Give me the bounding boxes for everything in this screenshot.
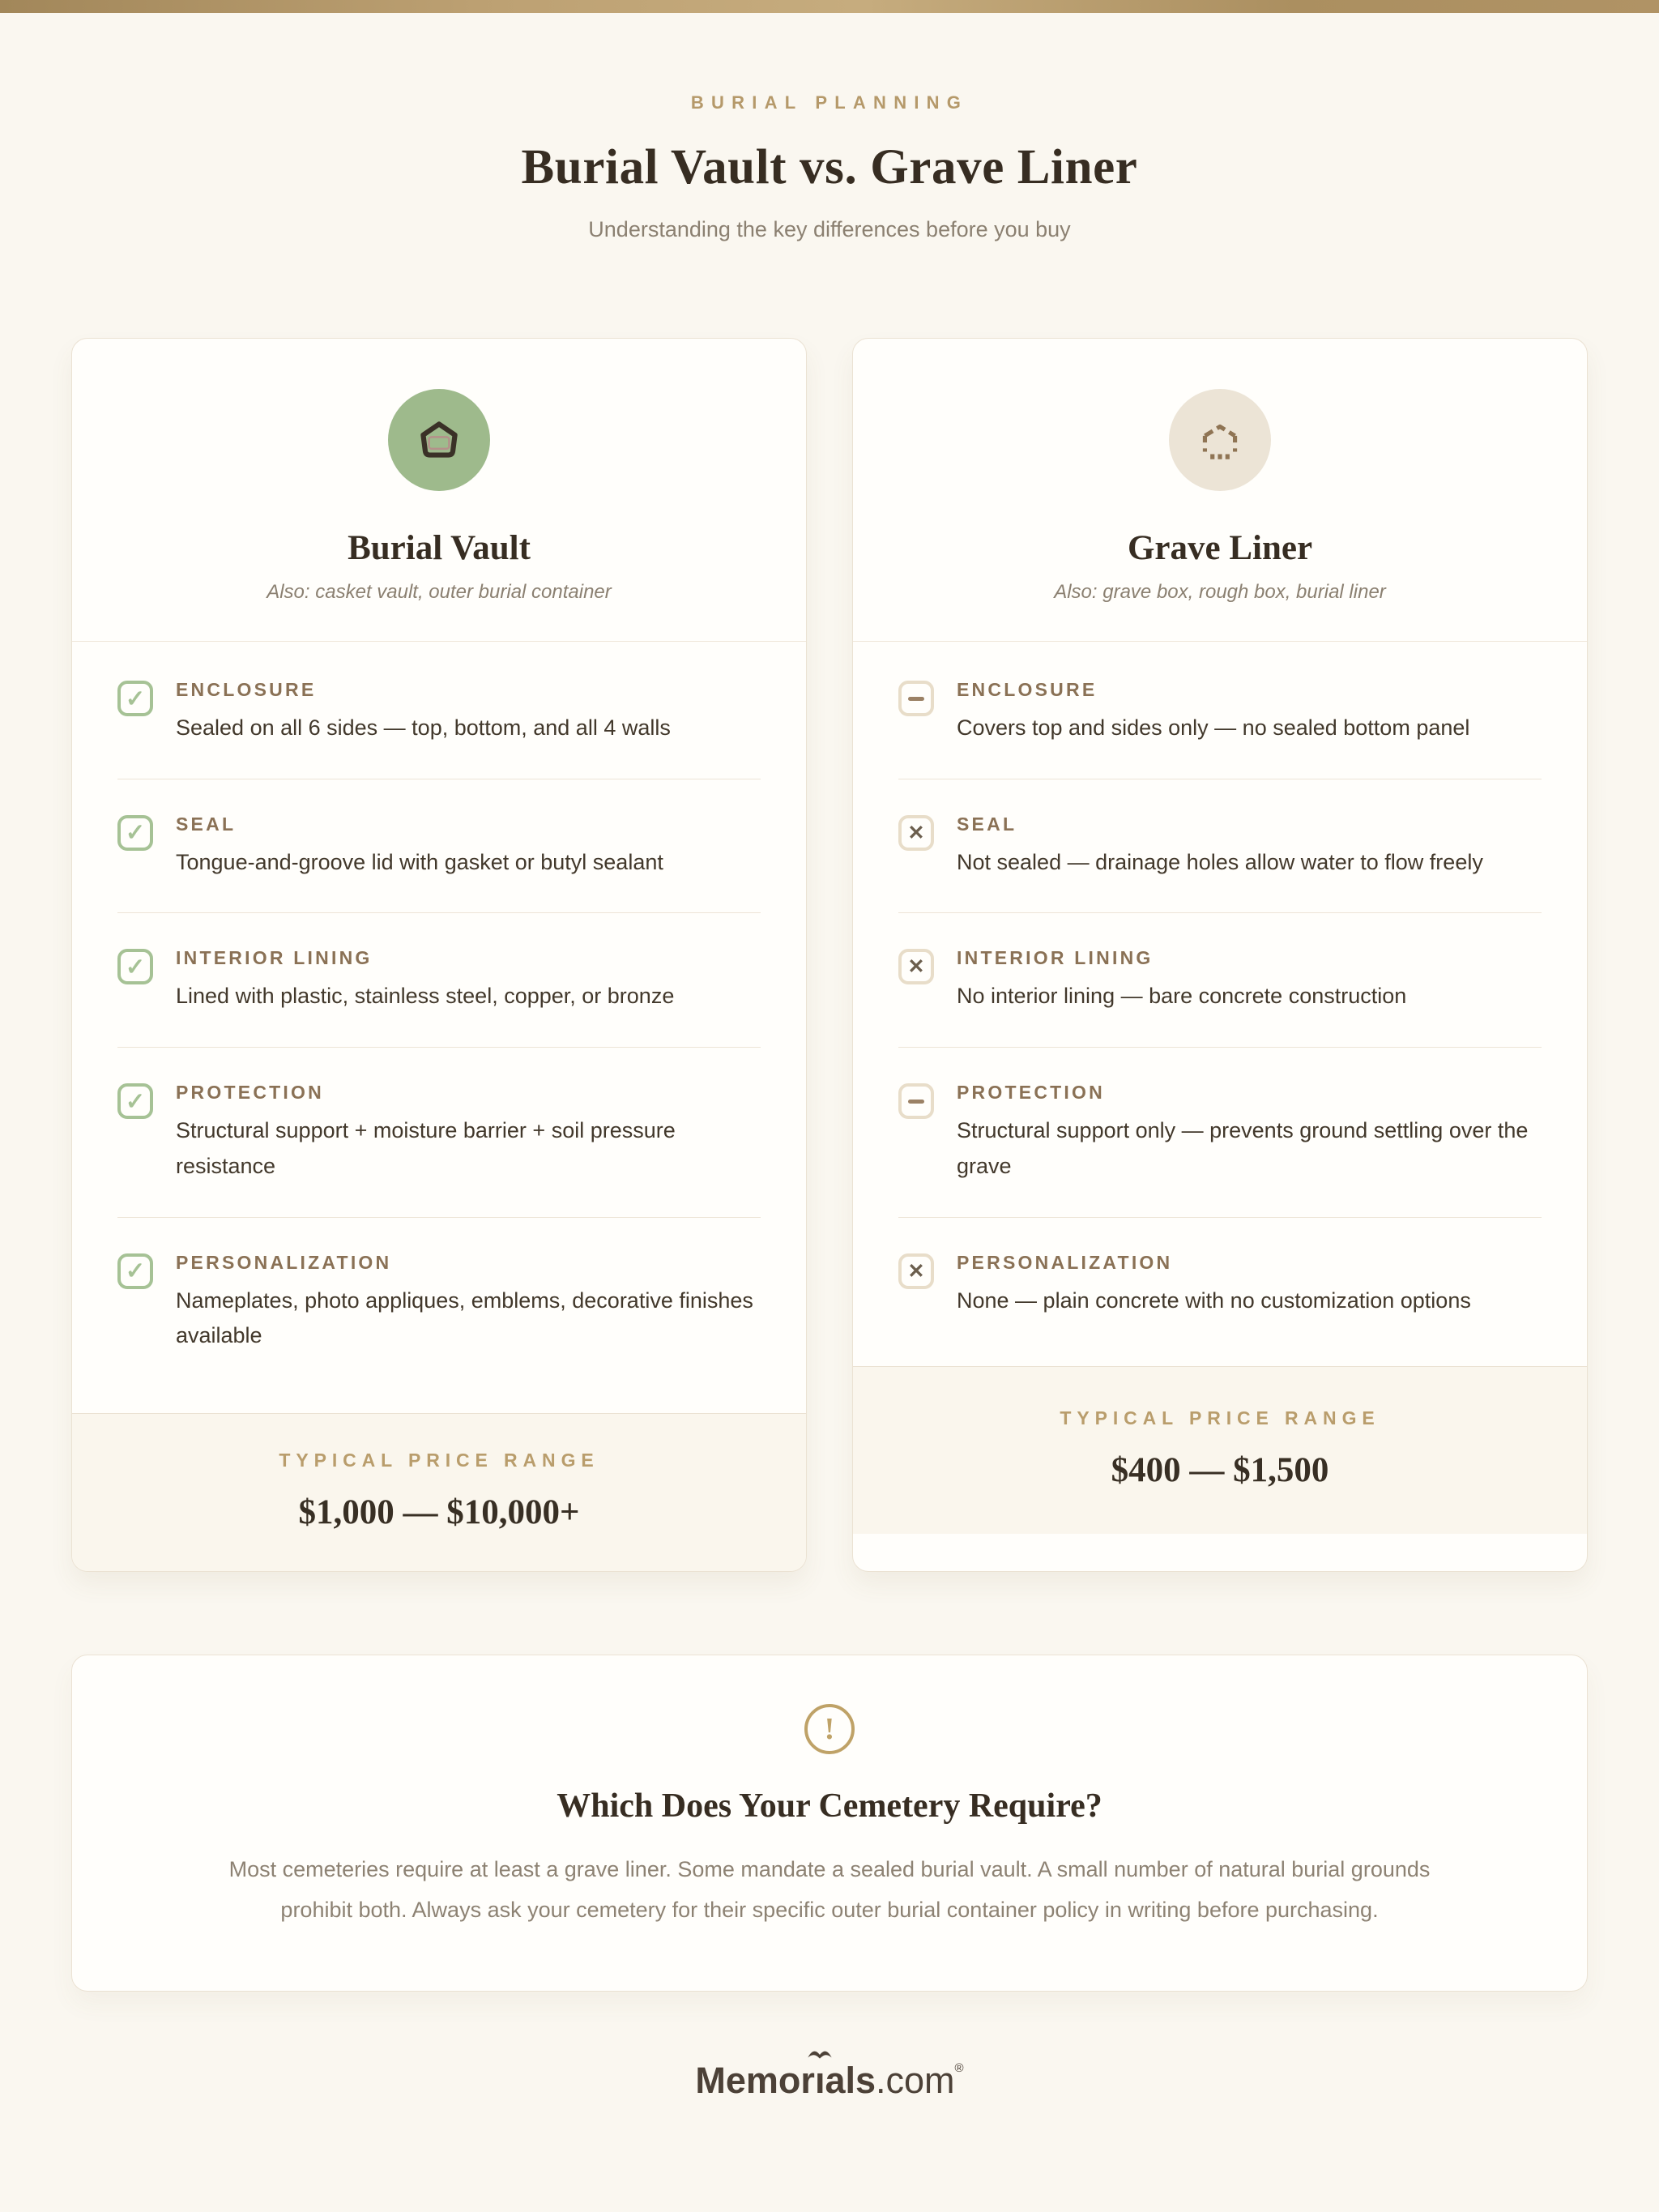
feature-description: None — plain concrete with no customization options (957, 1287, 1471, 1313)
feature-description: Covers top and sides only — no sealed bottom panel (957, 715, 1470, 740)
feature-row (898, 645, 1542, 779)
feature-row (898, 1218, 1542, 1352)
feature-row (898, 779, 1542, 914)
gold-top-bar (0, 0, 1659, 13)
feature-label: PROTECTION (176, 1082, 324, 1104)
bird-icon: ı (815, 2060, 825, 2102)
feature-row (117, 645, 761, 779)
check-icon (117, 681, 153, 716)
feature-label: INTERIOR LINING (957, 947, 1154, 969)
card-title: Burial Vault (348, 529, 531, 567)
feature-text (957, 1082, 1542, 1184)
feature-description: Nameplates, photo appliques, emblems, decorative finishes available (176, 1287, 753, 1348)
logo-text-bold: Memor ıals (695, 2060, 876, 2101)
burial-vault-card-header (72, 339, 806, 642)
feature-text (957, 947, 1406, 1014)
feature-label: INTERIOR LINING (176, 947, 373, 969)
cemetery-requirement-callout (71, 1655, 1588, 1992)
feature-label: PERSONALIZATION (957, 1251, 1173, 1273)
price-band (72, 1413, 806, 1571)
callout-title: Which Does Your Cemetery Require? (557, 1787, 1102, 1825)
eyebrow-label: BURIAL PLANNING (690, 92, 969, 113)
feature-description: Lined with plastic, stainless steel, copper, or bronze (176, 984, 675, 1009)
grave-liner-card-header (853, 339, 1587, 642)
check-icon (117, 1253, 153, 1289)
feature-text (957, 813, 1483, 881)
card-alt-names: Also: casket vault, outer burial container (267, 581, 612, 603)
feature-label: ENCLOSURE (176, 679, 317, 700)
feature-row (117, 1218, 761, 1386)
card-alt-names: Also: grave box, rough box, burial liner (1054, 581, 1386, 603)
feature-description: No interior lining — bare concrete construction (957, 984, 1407, 1009)
feature-description: Tongue-and-groove lid with gasket or butyl sealant (176, 849, 663, 874)
check-icon (117, 815, 153, 851)
price-value: $1,000 — $10,000+ (298, 1493, 580, 1531)
feature-label: SEAL (176, 813, 237, 835)
registered-mark: ® (954, 2060, 964, 2075)
feature-text (176, 813, 663, 881)
alert-icon: ! (804, 1704, 855, 1754)
price-value: $400 — $1,500 (1111, 1451, 1329, 1489)
feature-text (176, 1082, 761, 1184)
grave-liner-icon (1169, 389, 1271, 491)
page-subtitle: Understanding the key differences before you buy (588, 217, 1071, 241)
callout-body: Most cemeteries require at least a grave liner. Some mandate a sealed burial vault. A small number of natural burial grounds prohibit both. Always ask your cemetery for their specific outer burial container policy in writing before purchasing. (228, 1857, 1431, 1922)
minus-icon (898, 1083, 934, 1119)
feature-text (176, 1252, 761, 1354)
check-icon (117, 1083, 153, 1119)
feature-list (72, 642, 806, 1386)
x-icon (898, 1253, 934, 1289)
feature-row (117, 1048, 761, 1217)
feature-label: PERSONALIZATION (176, 1251, 392, 1273)
feature-text (176, 679, 671, 746)
feature-description: Structural support only — prevents ground settling over the grave (957, 1118, 1529, 1178)
feature-description: Sealed on all 6 sides — top, bottom, and all 4 walls (176, 715, 671, 740)
price-label: TYPICAL PRICE RANGE (279, 1450, 599, 1471)
card-title: Grave Liner (1127, 529, 1313, 567)
feature-description: Structural support + moisture barrier + soil pressure resistance (176, 1118, 676, 1178)
logo-text-tld: .com (876, 2059, 955, 2101)
grave-liner-card (852, 338, 1588, 1572)
x-icon (898, 949, 934, 984)
feature-label: SEAL (957, 813, 1017, 835)
price-label: TYPICAL PRICE RANGE (1060, 1407, 1380, 1428)
page-footer (0, 2060, 1659, 2102)
page-title: Burial Vault vs. Grave Liner (521, 140, 1138, 194)
feature-row (898, 1048, 1542, 1217)
burial-vault-card (71, 338, 807, 1572)
price-band (853, 1366, 1587, 1534)
feature-label: PROTECTION (957, 1082, 1105, 1104)
feature-description: Not sealed — drainage holes allow water to flow freely (957, 849, 1483, 874)
feature-text (176, 947, 674, 1014)
comparison-cards (71, 338, 1588, 1572)
feature-list (853, 642, 1587, 1351)
feature-row (898, 913, 1542, 1048)
feature-label: ENCLOSURE (957, 679, 1098, 700)
x-icon (898, 815, 934, 851)
feature-row (117, 913, 761, 1048)
check-icon (117, 949, 153, 984)
feature-text (957, 1252, 1471, 1319)
memorials-logo (695, 2060, 963, 2102)
feature-row (117, 779, 761, 914)
page-header (0, 13, 1659, 242)
burial-vault-icon (388, 389, 490, 491)
minus-icon (898, 681, 934, 716)
feature-text (957, 679, 1469, 746)
